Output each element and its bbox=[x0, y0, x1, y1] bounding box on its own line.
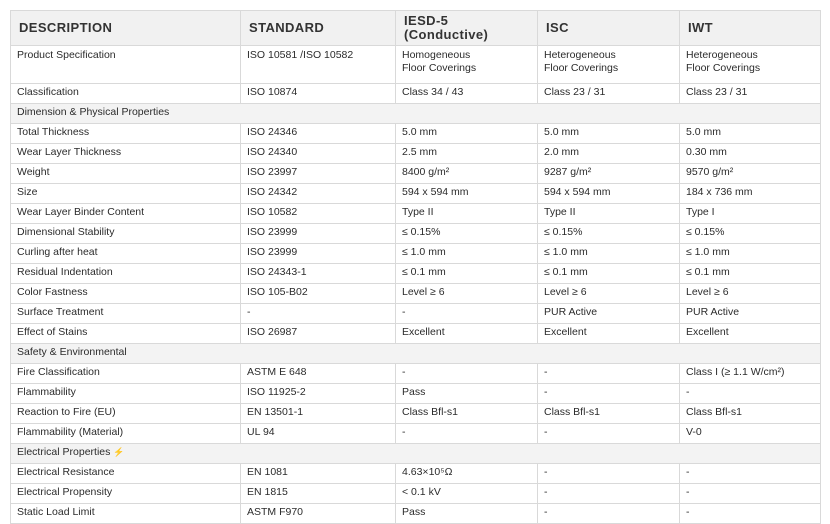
section-title bbox=[11, 344, 821, 364]
cell-description: Wear Layer Thickness bbox=[11, 144, 241, 164]
cell-standard: ISO 24340 bbox=[241, 144, 396, 164]
cell-iwt: 9570 g/m² bbox=[680, 164, 821, 184]
cell-iesd: Class Bfl-s1 bbox=[396, 404, 538, 424]
table-row bbox=[11, 164, 821, 184]
cell-iesd: Excellent bbox=[396, 324, 538, 344]
table-row bbox=[11, 204, 821, 224]
cell-isc: Excellent bbox=[538, 324, 680, 344]
cell-iesd: 2.5 mm bbox=[396, 144, 538, 164]
table-row bbox=[11, 46, 821, 84]
cell-standard: EN 1081 bbox=[241, 464, 396, 484]
cell-description: Surface Treatment bbox=[11, 304, 241, 324]
cell-description: Flammability bbox=[11, 384, 241, 404]
cell-isc: Class Bfl-s1 bbox=[538, 404, 680, 424]
cell-iwt: Heterogeneous Floor Coverings bbox=[680, 46, 821, 84]
cell-description: Electrical Resistance bbox=[11, 464, 241, 484]
table-row bbox=[11, 184, 821, 204]
cell-isc: - bbox=[538, 464, 680, 484]
cell-isc: ≤ 0.1 mm bbox=[538, 264, 680, 284]
cell-isc: - bbox=[538, 424, 680, 444]
table-row bbox=[11, 484, 821, 504]
cell-isc: ≤ 1.0 mm bbox=[538, 244, 680, 264]
cell-iesd: 8400 g/m² bbox=[396, 164, 538, 184]
cell-description: Effect of Stains bbox=[11, 324, 241, 344]
section-title bbox=[11, 104, 821, 124]
cell-description: Residual Indentation bbox=[11, 264, 241, 284]
cell-iesd: Homogeneous Floor Coverings bbox=[396, 46, 538, 84]
cell-description: Flammability (Material) bbox=[11, 424, 241, 444]
cell-standard: ISO 11925-2 bbox=[241, 384, 396, 404]
cell-iwt: V-0 bbox=[680, 424, 821, 444]
cell-standard: ISO 10582 bbox=[241, 204, 396, 224]
cell-iesd: - bbox=[396, 424, 538, 444]
section-label: Dimension & Physical Properties bbox=[17, 106, 170, 118]
cell-description: Electrical Propensity bbox=[11, 484, 241, 504]
cell-description: Color Fastness bbox=[11, 284, 241, 304]
cell-description: Size bbox=[11, 184, 241, 204]
cell-isc: - bbox=[538, 364, 680, 384]
cell-iesd: ≤ 0.15% bbox=[396, 224, 538, 244]
cell-isc: 594 x 594 mm bbox=[538, 184, 680, 204]
cell-isc: - bbox=[538, 484, 680, 504]
cell-iwt: ≤ 0.15% bbox=[680, 224, 821, 244]
cell-standard: ISO 10874 bbox=[241, 84, 396, 104]
cell-standard: ISO 24346 bbox=[241, 124, 396, 144]
table-row bbox=[11, 304, 821, 324]
header-description: DESCRIPTION bbox=[11, 11, 241, 46]
cell-isc: - bbox=[538, 384, 680, 404]
table-row bbox=[11, 404, 821, 424]
table-row bbox=[11, 284, 821, 304]
cell-iesd: < 0.1 kV bbox=[396, 484, 538, 504]
lightning-bolt-icon: ⚡ bbox=[113, 447, 125, 457]
cell-iwt: 0.30 mm bbox=[680, 144, 821, 164]
cell-iesd: 594 x 594 mm bbox=[396, 184, 538, 204]
cell-description: Total Thickness bbox=[11, 124, 241, 144]
cell-standard: ASTM F970 bbox=[241, 504, 396, 524]
cell-iwt: 5.0 mm bbox=[680, 124, 821, 144]
cell-description: Curling after heat bbox=[11, 244, 241, 264]
table-row bbox=[11, 244, 821, 264]
cell-isc: Level ≥ 6 bbox=[538, 284, 680, 304]
cell-standard: ASTM E 648 bbox=[241, 364, 396, 384]
cell-standard: ISO 10581 /ISO 10582 bbox=[241, 46, 396, 84]
section-header-row bbox=[11, 444, 821, 464]
cell-iwt: Excellent bbox=[680, 324, 821, 344]
section-label: Safety & Environmental bbox=[17, 346, 127, 358]
cell-iesd: Level ≥ 6 bbox=[396, 284, 538, 304]
cell-iwt: PUR Active bbox=[680, 304, 821, 324]
cell-isc: 2.0 mm bbox=[538, 144, 680, 164]
cell-standard: ISO 23997 bbox=[241, 164, 396, 184]
cell-standard: UL 94 bbox=[241, 424, 396, 444]
cell-description: Weight bbox=[11, 164, 241, 184]
cell-isc: Class 23 / 31 bbox=[538, 84, 680, 104]
cell-iwt: Level ≥ 6 bbox=[680, 284, 821, 304]
cell-isc: ≤ 0.15% bbox=[538, 224, 680, 244]
cell-iwt: Class Bfl-s1 bbox=[680, 404, 821, 424]
cell-standard: ISO 26987 bbox=[241, 324, 396, 344]
specification-table bbox=[10, 10, 821, 524]
cell-iwt: ≤ 1.0 mm bbox=[680, 244, 821, 264]
table-row bbox=[11, 364, 821, 384]
cell-iwt: - bbox=[680, 464, 821, 484]
cell-isc: 5.0 mm bbox=[538, 124, 680, 144]
cell-iesd: Type II bbox=[396, 204, 538, 224]
cell-iesd: 4.63×10⁵Ω bbox=[396, 464, 538, 484]
specification-table-container bbox=[10, 10, 820, 524]
cell-iwt: 184 x 736 mm bbox=[680, 184, 821, 204]
section-header-row bbox=[11, 344, 821, 364]
cell-iesd: ≤ 1.0 mm bbox=[396, 244, 538, 264]
section-header-row bbox=[11, 104, 821, 124]
cell-standard: ISO 24342 bbox=[241, 184, 396, 204]
cell-iwt: Type I bbox=[680, 204, 821, 224]
section-title bbox=[11, 444, 821, 464]
cell-isc: Type II bbox=[538, 204, 680, 224]
table-body bbox=[11, 46, 821, 524]
table-row bbox=[11, 264, 821, 284]
cell-iwt: - bbox=[680, 504, 821, 524]
table-row bbox=[11, 84, 821, 104]
table-row bbox=[11, 424, 821, 444]
cell-isc: PUR Active bbox=[538, 304, 680, 324]
table-row bbox=[11, 384, 821, 404]
cell-description: Fire Classification bbox=[11, 364, 241, 384]
cell-standard: - bbox=[241, 304, 396, 324]
header-iwt: IWT bbox=[680, 11, 821, 46]
cell-description: Dimensional Stability bbox=[11, 224, 241, 244]
cell-isc: Heterogeneous Floor Coverings bbox=[538, 46, 680, 84]
cell-iwt: - bbox=[680, 384, 821, 404]
cell-iesd: Pass bbox=[396, 504, 538, 524]
header-row bbox=[11, 11, 821, 46]
cell-description: Product Specification bbox=[11, 46, 241, 84]
cell-description: Reaction to Fire (EU) bbox=[11, 404, 241, 424]
cell-iesd: 5.0 mm bbox=[396, 124, 538, 144]
cell-standard: ISO 105-B02 bbox=[241, 284, 396, 304]
cell-isc: 9287 g/m² bbox=[538, 164, 680, 184]
table-row bbox=[11, 504, 821, 524]
cell-standard: ISO 23999 bbox=[241, 224, 396, 244]
cell-standard: ISO 23999 bbox=[241, 244, 396, 264]
header-iesd: IESD-5 (Conductive) bbox=[396, 11, 538, 46]
cell-description: Classification bbox=[11, 84, 241, 104]
cell-description: Static Load Limit bbox=[11, 504, 241, 524]
cell-iesd: - bbox=[396, 304, 538, 324]
table-row bbox=[11, 144, 821, 164]
table-row bbox=[11, 324, 821, 344]
cell-iwt: Class 23 / 31 bbox=[680, 84, 821, 104]
cell-iesd: Pass bbox=[396, 384, 538, 404]
cell-iesd: - bbox=[396, 364, 538, 384]
cell-standard: EN 1815 bbox=[241, 484, 396, 504]
cell-iwt: Class I (≥ 1.1 W/cm²) bbox=[680, 364, 821, 384]
cell-standard: ISO 24343-1 bbox=[241, 264, 396, 284]
table-row bbox=[11, 124, 821, 144]
cell-standard: EN 13501-1 bbox=[241, 404, 396, 424]
table-row bbox=[11, 224, 821, 244]
cell-iwt: ≤ 0.1 mm bbox=[680, 264, 821, 284]
cell-iesd: ≤ 0.1 mm bbox=[396, 264, 538, 284]
cell-iwt: - bbox=[680, 484, 821, 504]
cell-iesd: Class 34 / 43 bbox=[396, 84, 538, 104]
cell-isc: - bbox=[538, 504, 680, 524]
section-label: Electrical Properties bbox=[17, 446, 111, 458]
table-row bbox=[11, 464, 821, 484]
cell-description: Wear Layer Binder Content bbox=[11, 204, 241, 224]
header-isc: ISC bbox=[538, 11, 680, 46]
header-standard: STANDARD bbox=[241, 11, 396, 46]
